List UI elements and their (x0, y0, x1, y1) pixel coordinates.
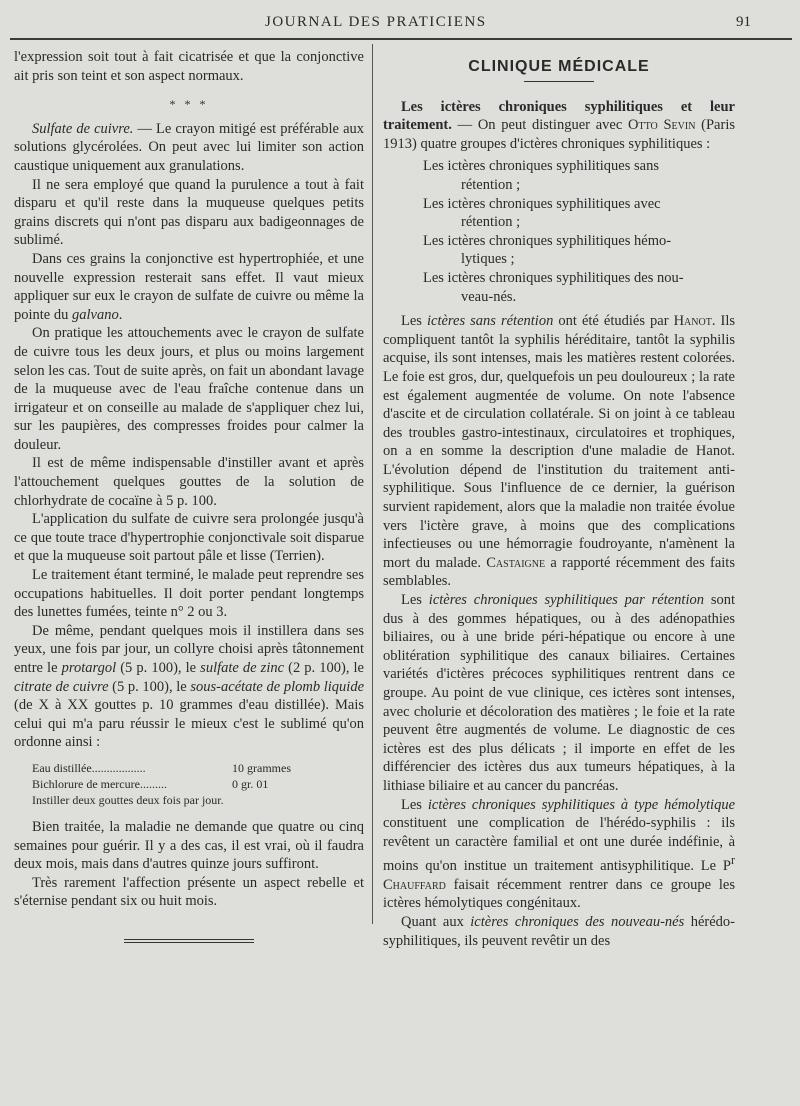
journal-title: JOURNAL DES PRATICIENS (265, 14, 487, 30)
header-rule (10, 38, 792, 40)
paragraph: Sulfate de cuivre. — Le crayon mitigé est préférable aux solutions glycérolées. On peut avec lui limiter son action caustique uniquement aux granulations. (14, 120, 365, 174)
paragraph: Les ictères chroniques syphilitiques à type hémolytique constituent une complication de l'hérédo-syphilis : ils revêtent un caractère familial et ont une durée indéfinie, à moins qu'on institue un traitement antisyphilitique. Le $P^r$ Chauffard faisait récemment rentrer dans ce groupe les ictères hémolytiques congénitaux. (383, 796, 736, 912)
paragraph: De même, pendant quelques mois il instillera dans ses yeux, une fois par jour, un collyre choisi après tâtonnement entre le protargol (5 p. 100), le sulfate de zinc (2 p. 100), le citrate de cuivre (5 p. 100), le sous-acétate de plomb liquide (de X à XX gouttes p. 10 grammes d'eau distillée). Mais celui qui m'a paru réussir le mieux c'est le sublimé qu'on ordonne ainsi : (14, 622, 365, 751)
paragraph: Les ictères chroniques syphilitiques et leur traitement. — On peut distinguer avec Otto Sevin (Paris 1913) quatre groupes d'ictères chroniques syphilitiques : (383, 98, 735, 152)
paragraph: Il ne sera employé que quand la purulence a tout à fait disparu et qu'il reste dans la muqueuse quelques petits grains discrets qui n'ont pas disparu aux badigeonnages de sublimé. (14, 176, 364, 249)
ictere-groups-list (423, 157, 735, 306)
section-heading: CLINIQUE MÉDICALE (468, 58, 650, 75)
list-item: Les ictères chroniques syphilitiques avec rétention ; (423, 195, 661, 231)
article-end-rule (124, 939, 254, 943)
right-column (383, 52, 735, 950)
left-column (14, 48, 364, 943)
list-item: Les ictères chroniques syphilitiques hémo- lytiques ; (423, 232, 672, 268)
running-header (0, 12, 800, 34)
prescription (32, 760, 364, 808)
prescription-note: Instiller deux gouttes deux fois par jour. (32, 792, 224, 807)
paragraph: Les ictères sans rétention ont été étudiés par Hanot. Ils compliquent tantôt la syphilis héréditaire, tantôt la syphilis acquise, ils sont intenses, mais les matières restent colorées. Le foie est gros, dur, quelquefois un peu douloureux ; la rate est également augmentée de volume. On note l'absence d'ascite et de circulation collatérale. Si on joint à ce tableau des troubles gastro-intestinaux, circulatoires et trophiques, on a en somme la description d'une maladie de Hanot. L'évolution dépend de l'institution du traitement anti-syphilitique. Sous l'influence de ce dernier, la guérison survient rapidement, alors que la maladie non traitée évolue vers l'ictère grave, à moins que des complications infectieuses ou une hémorragie foudroyante, n'amènent la mort du malade. Castaigne a rapporté récemment des faits semblables. (383, 313, 735, 590)
column-divider (372, 44, 373, 924)
prescription-line: Bichlorure de mercure......... 0 gr. 01 (32, 776, 269, 791)
article-title: Les ictères chroniques syphilitiques et leur traitement. (383, 98, 735, 134)
paragraph: Très rarement l'affection présente un aspect rebelle et s'éternise pendant six ou huit mois. (14, 874, 364, 910)
paragraph: Quant aux ictères chroniques des nouveau-nés hérédo-syphilitiques, ils peuvent revêtir un des (383, 913, 735, 949)
paragraph: Dans ces grains la conjonctive est hypertrophiée, et une nouvelle expression resterait sans effet. Il vaut mieux appliquer sur eux le crayon de sulfate de cuivre ou même la pointe du galvano. (14, 250, 364, 323)
paragraph: L'application du sulfate de cuivre sera prolongée jusqu'à ce que toute trace d'hypertrophie conjonctivale soit disparue et que la muqueuse soit partout pâle et lisse (Terrien). (14, 511, 364, 565)
section-separator: * * * (169, 97, 209, 112)
heading-rule (524, 81, 594, 82)
paragraph: Le traitement étant terminé, le malade peut reprendre ses occupations habituelles. Il doit porter pendant longtemps des lunettes fumées, teinte n° 2 ou 3. (14, 567, 364, 621)
page-number: 91 (736, 14, 751, 30)
paragraph: Les ictères chroniques syphilitiques par rétention sont dus à des gommes hépatiques, ou à des adénopathies biliaires, ou à une bride péri-hépatique ou encore à une oblitération syphilitique des canaux biliaires. Certaines variétés d'ictères précoces syphilitiques rentrent dans ce groupe. Au point de vue clinique, ces ictères sont intenses, avec cholurie et décoloration des matières ; le foie et la rate peuvent être augmentés de volume. Le diagnostic de ces ictères est des plus délicats ; il importe en effet de les différencier des ictères dus aux tumeurs hépatiques, à la lithiase biliaire et au cancer du pancréas. (383, 592, 736, 794)
list-item: Les ictères chroniques syphilitiques sans rétention ; (423, 158, 659, 193)
prescription-line: Eau distillée.................. 10 grammes (32, 760, 291, 775)
paragraph: l'expression soit tout à fait cicatrisée et que la conjonctive ait pris son teint et son aspect normaux. (14, 49, 364, 84)
paragraph: Il est de même indispensable d'instiller avant et après l'attouchement quelques gouttes de la solution de chlorhydrate de cocaïne à 5 p. 100. (14, 455, 364, 509)
paragraph: On pratique les attouchements avec le crayon de sulfate de cuivre tous les deux jours, et plus ou moins largement selon les cas. Tout de suite après, on fait un abondant lavage de la muqueuse avec de l'eau fraîche contenue dans un irrigateur et on conseille au malade de s'appliquer chez lui, sur les paupières, des compresses froides pour calmer la douleur. (14, 325, 364, 453)
paragraph: Bien traitée, la maladie ne demande que quatre ou cinq semaines pour guérir. Il y a des cas, il est vrai, où il faudra deux mois, mais dans d'autres quinze jours suffiront. (14, 818, 364, 873)
list-item: Les ictères chroniques syphilitiques des nou- veau-nés. (423, 269, 684, 305)
